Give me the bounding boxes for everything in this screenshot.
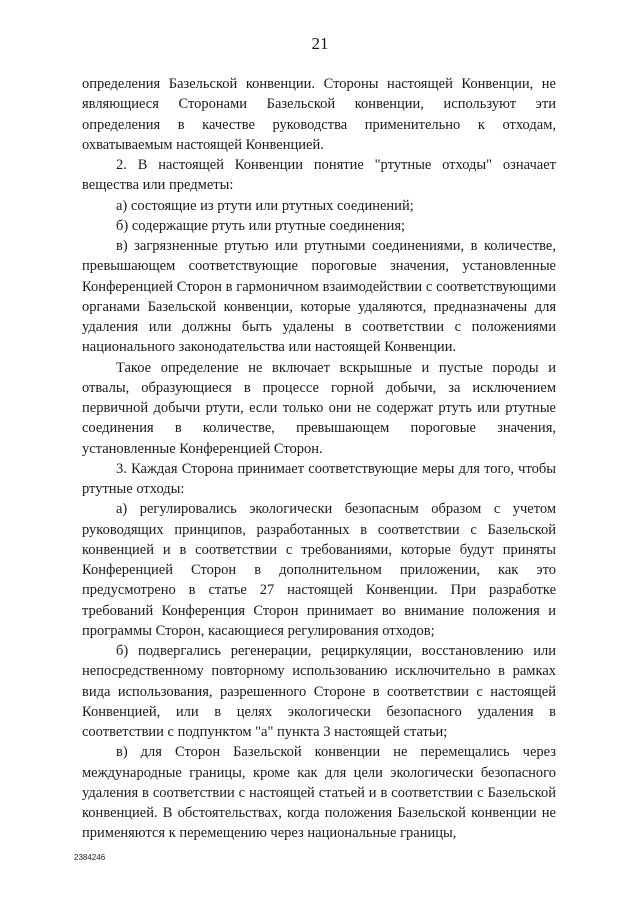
document-body xyxy=(82,74,556,844)
paragraph-clause-3: 3. Каждая Сторона принимает соответствующие меры для того, чтобы ртутные отходы: xyxy=(82,460,556,497)
paragraph-continuation: определения Базельской конвенции. Стороны настоящей Конвенции, не являющиеся Сторонами Базельской конвенции, используют эти определения в качестве руководства применительно к отходам, охватываемым настоящей Конвенцией. xyxy=(82,76,556,153)
paragraph-exclusion: Такое определение не включает вскрышные и пустые породы и отвалы, образующиеся в процессе горной добычи, за исключением первичной добычи ртути, если только они не содержат ртуть или ртутные соединения в количестве, превышающем пороговые значения, установленные Конференцией Сторон. xyxy=(82,359,556,457)
paragraph-item-a: а) состоящие из ртути или ртутных соединений; xyxy=(116,197,414,214)
paragraph-item-b: б) содержащие ртуть или ртутные соединения; xyxy=(116,217,406,234)
paragraph-clause-2: 2. В настоящей Конвенции понятие "ртутные отходы" означает вещества или предметы: xyxy=(82,157,556,194)
paragraph-clause-3-item-v: в) для Сторон Базельской конвенции не перемещались через международные границы, кроме как для цели экологически безопасного удаления в соответствии с настоящей статьей и в соответствии с Базельской конвенцией. В обстоятельствах, когда положения Базельской конвенции не применяются к перемещению через национальные границы, xyxy=(82,744,556,842)
page-number: 21 xyxy=(311,34,329,53)
paragraph-clause-3-item-b: б) подвергались регенерации, рециркуляции, восстановлению или непосредственному повторному использованию исключительно в рамках вида использования, разрешенного Стороне в соответствии с настоящей Конвенцией, или в целях экологически безопасного удаления в соответствии с подпунктом "а" пункта 3 настоящей статьи; xyxy=(82,643,556,740)
paragraph-clause-3-item-a: а) регулировались экологически безопасным образом с учетом руководящих принципов, разработанных в соответствии с Базельской конвенцией и в соответствии с требованиями, которые будут приняты Конференцией Сторон в дополнительном приложении, как это предусмотрено в статье 27 настоящей Конвенции. При разработке требований Конференция Сторон принимает во внимание положения и программы Сторон, касающиеся регулирования отходов; xyxy=(82,501,556,639)
document-id: 2384246 xyxy=(74,853,106,862)
paragraph-item-v: в) загрязненные ртутью или ртутными соединениями, в количестве, превышающем соответствующие пороговые значения, установленные Конференцией Сторон в гармоничном взаимодействии с соответствующими органами Базельской конвенции, которые удаляются, предназначены для удаления или должны быть удалены в соответствии с положениями национального законодательства или настоящей Конвенции. xyxy=(82,238,556,356)
